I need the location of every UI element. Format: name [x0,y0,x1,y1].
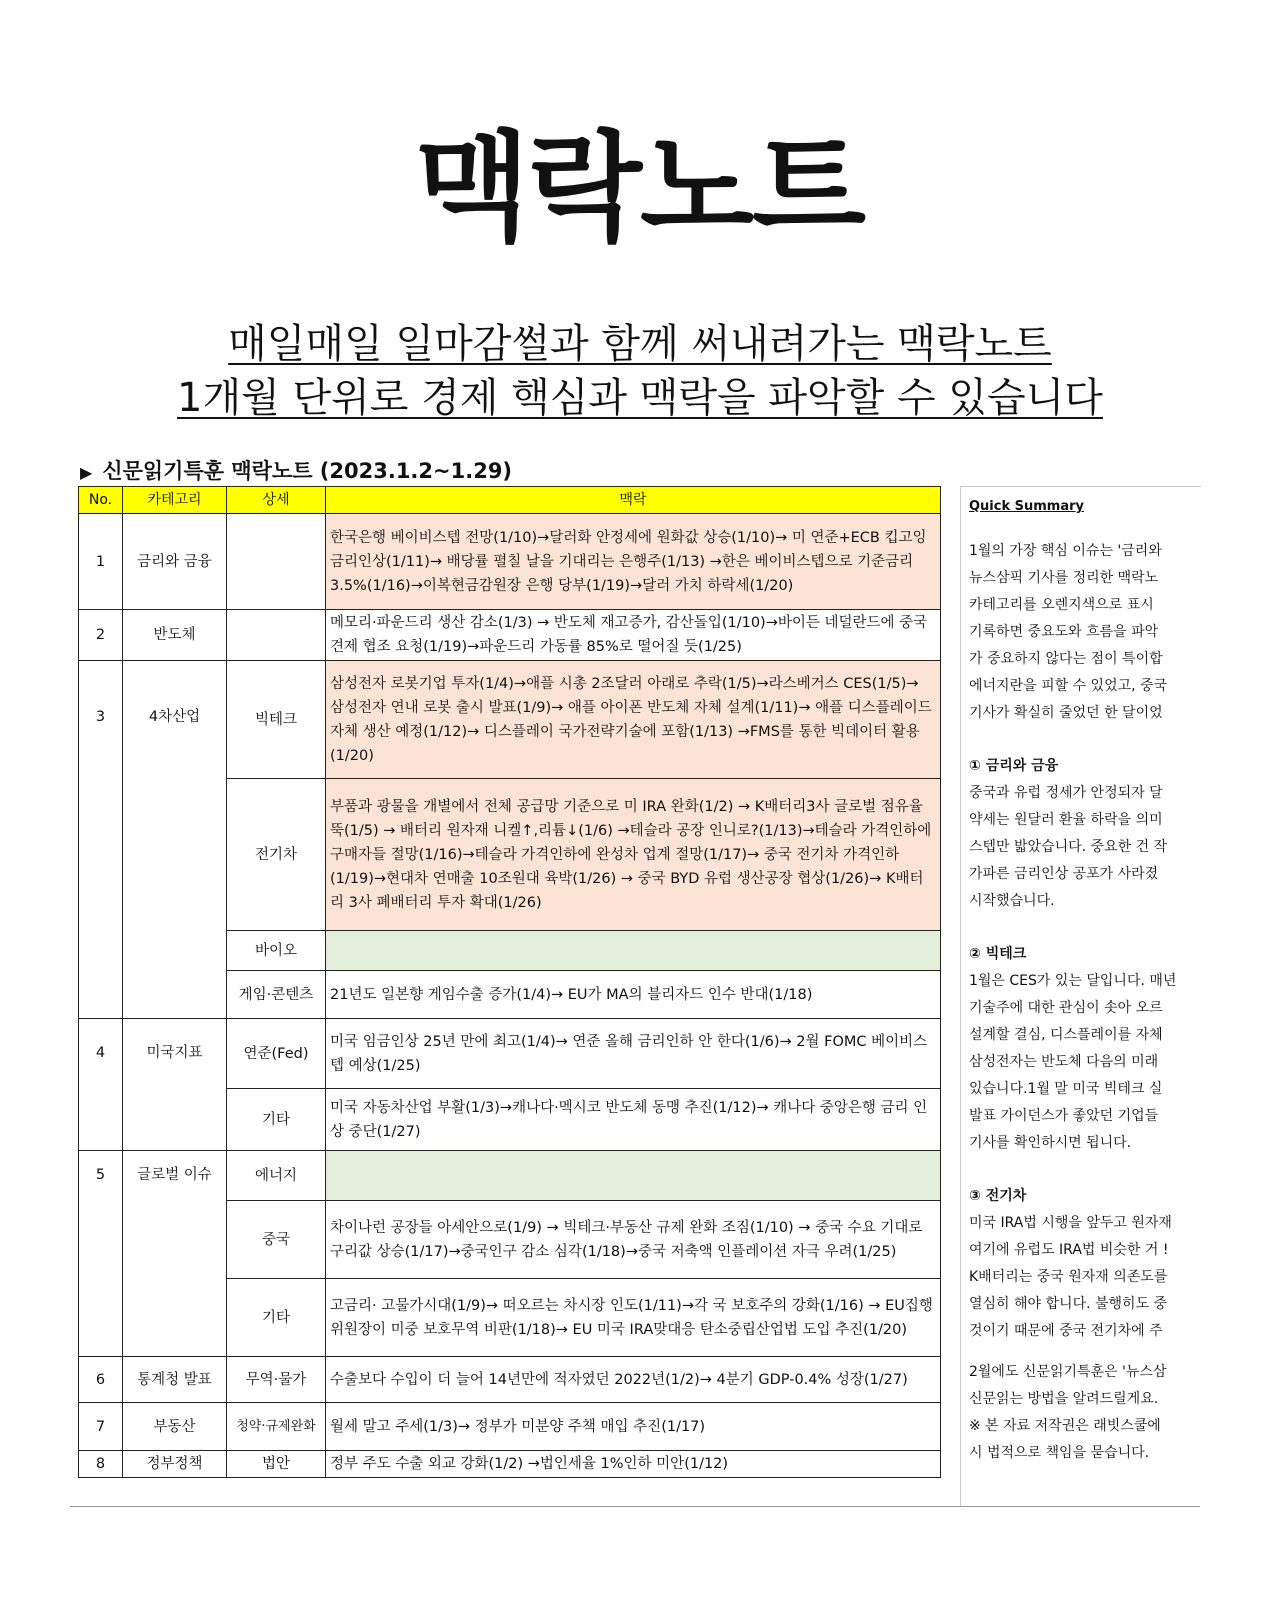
row-detail: 기타 [227,1279,326,1357]
row-no: 6 [79,1357,123,1403]
summary-line: 스텝만 밟았습니다. 중요한 건 작 [969,839,1168,855]
summary-line: 열심히 해야 합니다. 불행히도 중 [969,1296,1168,1312]
row-context: 미국 임금인상 25년 만에 최고(1/4)→ 연준 올해 금리인하 안 한다(1/6)→ 2월 FOMC 베이비스텝 예상(1/25) [326,1019,941,1089]
summary-section-heading: ① 금리와 금융 [969,758,1059,774]
summary-line: ※ 본 자료 저작권은 래빗스쿨에 [969,1418,1161,1434]
triangle-bullet-icon: ▶ [80,463,93,482]
row-category: 4차산업 [123,661,227,1019]
summary-line: 시 법적으로 책임을 묻습니다. [969,1445,1150,1461]
row-detail [227,610,326,661]
header-category: 카테고리 [123,487,227,514]
row-category: 통계청 발표 [123,1357,227,1403]
table-row [79,1451,941,1478]
summary-line: 기록하면 중요도와 흐름을 파악 [969,624,1159,640]
table-row [79,1403,941,1451]
row-detail [227,514,326,610]
row-detail: 청약·규제완화 [227,1403,326,1451]
subtitle-line-1: 매일매일 일마감썰과 함께 써내려가는 맥락노트 [228,321,1052,367]
header-no: No. [79,487,123,514]
row-context: 삼성전자 로봇기업 투자(1/4)→애플 시총 2조달러 아래로 추락(1/5)→라스베거스 CES(1/5)→ 삼성전자 연내 로봇 출시 발표(1/9)→ 애플 아이폰 반도체 자체 설계(1/11)→ 애플 디스플레이드 자체 생산 예정(1/12)→ 디스플레이 국가전략기술에 포함(1/13) →FMS를 통한 빅데이터 활용(1/20) [326,661,941,779]
row-context: 정부 주도 수출 외교 강화(1/2) →법인세율 1%인하 미안(1/12) [326,1451,941,1478]
row-context [326,931,941,971]
row-category: 정부정책 [123,1451,227,1478]
summary-line: 2월에도 신문읽기특훈은 '뉴스삼 [969,1364,1167,1380]
row-context: 고금리· 고물가시대(1/9)→ 떠오르는 차시장 인도(1/11)→각 국 보호주의 강화(1/16) → EU집행위원장이 미중 보호무역 비판(1/18)→ EU 미국 IRA맞대응 탄소중립산업법 도입 추진(1/20) [326,1279,941,1357]
row-detail: 연준(Fed) [227,1019,326,1089]
sheet-title: ▶ 신문읽기특훈 맥락노트 (2023.1.2~1.29) [80,459,513,483]
summary-line: 1월은 CES가 있는 달입니다. 매년 [969,973,1177,989]
row-detail: 기타 [227,1089,326,1151]
row-detail: 중국 [227,1201,326,1279]
row-context: 한국은행 베이비스텝 전망(1/10)→달러화 안정세에 원화값 상승(1/10)→ 미 연준+ECB 킵고잉 금리인상(1/11)→ 배당률 펼칠 날을 기대리는 은행주(1/13) →한은 베이비스텝으로 기준금리3.5%(1/16)→이복현금감원장 은행 당부(1/19)→달러 가치 하락세(1/20) [326,514,941,610]
row-category: 미국지표 [123,1019,227,1151]
row-context: 차이나런 공장들 아세안으로(1/9) → 빅테크·부동산 규제 완화 조짐(1/10) → 중국 수요 기대로 구리값 상승(1/17)→중국인구 감소 심각(1/18)→중국 저축액 인플레이션 자극 우려(1/25) [326,1201,941,1279]
table-header-row [79,487,941,514]
table-row [79,1019,941,1089]
row-no: 4 [79,1019,123,1151]
summary-line: 가 중요하지 않다는 점이 특이합 [969,651,1163,667]
summary-line: 뉴스삼픽 기사를 정리한 맥락노 [969,570,1159,586]
row-detail: 무역·물가 [227,1357,326,1403]
row-category: 반도체 [123,610,227,661]
table-row [79,661,941,779]
row-context: 21년도 일본향 게임수출 증가(1/4)→ EU가 MA의 블리자드 인수 반대(1/18) [326,971,941,1019]
header-detail: 상세 [227,487,326,514]
summary-line: 삼성전자는 반도체 다음의 미래 [969,1054,1159,1070]
row-detail: 에너지 [227,1151,326,1201]
summary-line: 것이기 때문에 중국 전기차에 주 [969,1323,1163,1339]
summary-line: 설계할 결심, 디스플레이를 자체 [969,1027,1163,1043]
summary-line: 1월의 가장 핵심 이슈는 '금리와 [969,543,1162,559]
table-row [79,514,941,610]
row-detail: 법안 [227,1451,326,1478]
row-no: 7 [79,1403,123,1451]
summary-line: 기술주에 대한 관심이 솟아 오르 [969,1000,1163,1016]
row-category: 금리와 금융 [123,514,227,610]
row-no: 8 [79,1451,123,1478]
row-detail: 바이오 [227,931,326,971]
context-table [78,486,941,1478]
quick-summary-heading: Quick Summary [969,499,1085,514]
header-context: 맥락 [326,487,941,514]
subtitle-line-2: 1개월 단위로 경제 핵심과 맥락을 파악할 수 있습니다 [177,375,1103,421]
summary-line: 카테고리를 오렌지색으로 표시 [969,597,1154,613]
row-no: 5 [79,1151,123,1357]
row-detail: 전기차 [227,779,326,931]
row-category: 글로벌 이슈 [123,1151,227,1357]
summary-line: 약세는 원달러 환율 하락을 의미 [969,812,1163,828]
row-context: 수출보다 수입이 더 늘어 14년만에 적자였던 2022년(1/2)→ 4분기 GDP-0.4% 성장(1/27) [326,1357,941,1403]
summary-line: 신문읽는 방법을 알려드릴게요. [969,1391,1159,1407]
table-row [79,1151,941,1201]
summary-line: 가파른 금리인상 공포가 사라졌 [969,866,1159,882]
summary-line: 미국 IRA법 시행을 앞두고 원자재 [969,1215,1172,1231]
quick-summary-panel [960,486,1201,1507]
summary-section-heading: ③ 전기차 [969,1188,1027,1204]
row-context [326,1151,941,1201]
table-row [79,1357,941,1403]
summary-line: K배터리는 중국 원자재 의존도를 [969,1269,1168,1285]
row-detail: 빅테크 [227,661,326,779]
summary-line: 기사를 확인하시면 됩니다. [969,1135,1132,1151]
sheet-bottom-divider [70,1506,1200,1507]
row-category: 부동산 [123,1403,227,1451]
row-context: 월세 말고 주세(1/3)→ 정부가 미분양 주책 매입 추진(1/17) [326,1403,941,1451]
row-no: 2 [79,610,123,661]
summary-line: 시작했습니다. [969,893,1055,909]
summary-line: 기사가 확실히 줄었던 한 달이었 [969,705,1163,721]
summary-line: 중국과 유럽 정세가 안정되자 달 [969,785,1163,801]
table-row [79,610,941,661]
page-title: 맥락노트 [416,119,864,257]
summary-line: 있습니다.1월 말 미국 빅테크 실 [969,1081,1163,1097]
summary-line: 여기에 유럽도 IRA법 비슷한 거 ! [969,1242,1169,1258]
row-no: 1 [79,514,123,610]
summary-line: 발표 가이던스가 좋았던 기업들 [969,1108,1159,1124]
row-context: 메모리·파운드리 생산 감소(1/3) → 반도체 재고증가, 감산돌입(1/10)→바이든 네덜란드에 중국견제 협조 요청(1/19)→파운드리 가동률 85%로 떨어질 듯(1/25) [326,610,941,661]
row-detail: 게임·콘텐츠 [227,971,326,1019]
row-no: 3 [79,661,123,1019]
row-context: 미국 자동차산업 부활(1/3)→캐나다·멕시코 반도체 동맹 추진(1/12)→ 캐나다 중앙은행 금리 인상 중단(1/27) [326,1089,941,1151]
row-context: 부품과 광물을 개별에서 전체 공급망 기준으로 미 IRA 완화(1/2) → K배터리3사 글로벌 점유율 뚝(1/5) → 배터리 원자재 니켈↑,리튬↓(1/6) →테슬라 공장 인니로?(1/13)→테슬라 가격인하에 구매자들 절망(1/16)→테슬라 가격인하에 완성차 업계 절망(1/17)→ 중국 전기차 가격인하(1/19)→현대차 연매출 10조원대 육박(1/26) → 중국 BYD 유럽 생산공장 협상(1/26)→ K배터리 3사 폐배터리 투자 확대(1/26) [326,779,941,931]
summary-section-heading: ② 빅테크 [969,946,1027,962]
summary-line: 에너지란을 피할 수 있었고, 중국 [969,678,1168,694]
